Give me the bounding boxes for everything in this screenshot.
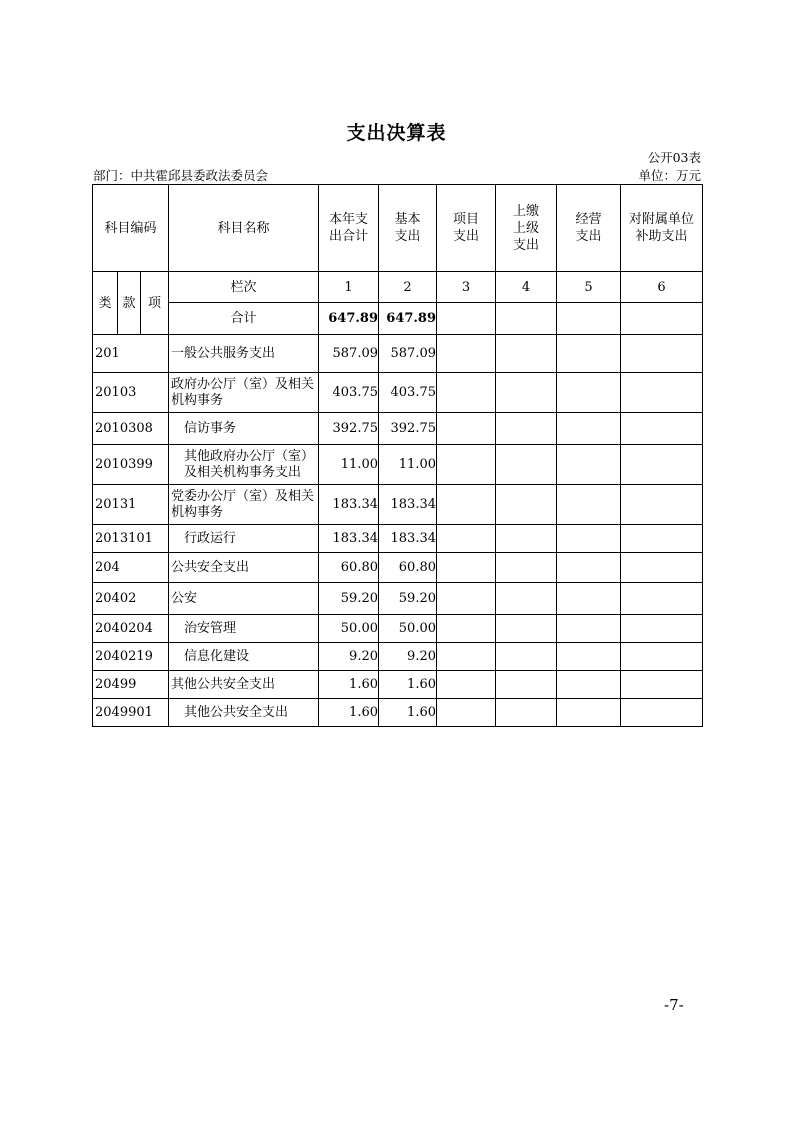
subject-name: 党委办公厅（室）及相关机构事务 xyxy=(169,485,319,525)
subject-code: 2010308 xyxy=(93,413,169,445)
project-amount xyxy=(437,413,496,445)
subject-name: 行政运行 xyxy=(169,525,319,553)
operating-amount xyxy=(557,485,621,525)
remit-amount xyxy=(496,335,557,373)
department-label: 部门：中共霍邱县委政法委员会 xyxy=(93,168,269,183)
subject-code: 201 xyxy=(93,335,169,373)
subsidy-amount xyxy=(621,643,703,671)
subsidy-amount xyxy=(621,553,703,583)
basic-amount: 1.60 xyxy=(379,671,437,699)
total-amount: 1.60 xyxy=(319,671,379,699)
subject-name: 其他公共安全支出 xyxy=(169,699,319,727)
subsidy-amount xyxy=(621,671,703,699)
subsidy-amount xyxy=(621,413,703,445)
total-amount: 60.80 xyxy=(319,553,379,583)
subsidy-amount xyxy=(621,615,703,643)
total-amount: 183.34 xyxy=(319,485,379,525)
col-number-1: 1 xyxy=(319,272,379,303)
header-project-line1: 项目 xyxy=(452,212,479,227)
header-operating-line1: 经营 xyxy=(575,212,602,227)
remit-amount xyxy=(496,583,557,615)
remit-amount xyxy=(496,643,557,671)
page-title: 支出决算表 xyxy=(346,122,447,144)
total-amount: 392.75 xyxy=(319,413,379,445)
project-amount xyxy=(437,643,496,671)
table-row xyxy=(93,335,703,373)
subject-name: 公安 xyxy=(169,583,319,615)
project-amount xyxy=(437,525,496,553)
total-amount: 587.09 xyxy=(319,335,379,373)
table-row xyxy=(93,373,703,413)
basic-amount: 11.00 xyxy=(379,445,437,485)
project-amount xyxy=(437,671,496,699)
col-number-6: 6 xyxy=(621,272,703,303)
subject-name: 其他政府办公厅（室）及相关机构事务支出 xyxy=(169,445,319,485)
table-row xyxy=(93,583,703,615)
remit-amount xyxy=(496,445,557,485)
subsidy-amount xyxy=(621,699,703,727)
header-total xyxy=(319,185,379,272)
operating-amount xyxy=(557,553,621,583)
header-row xyxy=(93,185,703,272)
col-number-4: 4 xyxy=(496,272,557,303)
project-amount xyxy=(437,583,496,615)
total-row xyxy=(93,303,703,335)
subject-name: 信息化建设 xyxy=(169,643,319,671)
project-amount xyxy=(437,699,496,727)
total-amount: 183.34 xyxy=(319,525,379,553)
table-row xyxy=(93,485,703,525)
table-row xyxy=(93,671,703,699)
total-amount: 50.00 xyxy=(319,615,379,643)
total-amount: 59.20 xyxy=(319,583,379,615)
subsidy-amount xyxy=(621,525,703,553)
basic-amount: 60.80 xyxy=(379,553,437,583)
operating-amount xyxy=(557,699,621,727)
operating-amount xyxy=(557,615,621,643)
header-subject-name: 科目名称 xyxy=(169,185,319,272)
subsidy-amount xyxy=(621,485,703,525)
header-basic-line2: 支出 xyxy=(394,229,421,244)
header-basic-line1: 基本 xyxy=(394,212,421,227)
header-operating-line2: 支出 xyxy=(575,229,602,244)
project-amount xyxy=(437,373,496,413)
header-project-line2: 支出 xyxy=(452,229,479,244)
col-number-5: 5 xyxy=(557,272,621,303)
header-subsidy-line1: 对附属单位 xyxy=(628,212,694,227)
total-operating xyxy=(557,303,621,335)
table-row xyxy=(93,615,703,643)
table-row xyxy=(93,699,703,727)
subject-code: 20131 xyxy=(93,485,169,525)
subject-code: 20499 xyxy=(93,671,169,699)
total-remit xyxy=(496,303,557,335)
basic-amount: 59.20 xyxy=(379,583,437,615)
total-amount: 1.60 xyxy=(319,699,379,727)
subject-name: 治安管理 xyxy=(169,615,319,643)
operating-amount xyxy=(557,445,621,485)
col-number-3: 3 xyxy=(437,272,496,303)
header-remit-line3: 支出 xyxy=(512,237,539,253)
project-amount xyxy=(437,445,496,485)
subject-code: 2040219 xyxy=(93,643,169,671)
remit-amount xyxy=(496,671,557,699)
header-remit-line1: 上缴 xyxy=(512,203,539,219)
operating-amount xyxy=(557,643,621,671)
subject-name: 政府办公厅（室）及相关机构事务 xyxy=(169,373,319,413)
operating-amount xyxy=(557,583,621,615)
basic-amount: 9.20 xyxy=(379,643,437,671)
basic-amount: 50.00 xyxy=(379,615,437,643)
total-amount: 403.75 xyxy=(319,373,379,413)
basic-amount: 587.09 xyxy=(379,335,437,373)
table-row xyxy=(93,525,703,553)
remit-amount xyxy=(496,553,557,583)
basic-amount: 183.34 xyxy=(379,485,437,525)
subject-code: 2013101 xyxy=(93,525,169,553)
header-subject-code: 科目编码 xyxy=(93,185,169,272)
project-amount xyxy=(437,335,496,373)
remit-amount xyxy=(496,485,557,525)
total-label: 合计 xyxy=(169,303,319,335)
data-rows xyxy=(93,335,703,727)
total-amount: 647.89 xyxy=(319,303,379,335)
table-row xyxy=(93,643,703,671)
header-total-line2: 出合计 xyxy=(328,229,368,244)
remit-amount xyxy=(496,615,557,643)
project-amount xyxy=(437,615,496,643)
subject-name: 其他公共安全支出 xyxy=(169,671,319,699)
table-row xyxy=(93,553,703,583)
subject-code: 204 xyxy=(93,553,169,583)
header-subsidy xyxy=(621,185,703,272)
header-xiang: 项 xyxy=(141,272,169,335)
total-subsidy xyxy=(621,303,703,335)
header-lanci: 栏次 xyxy=(169,272,319,303)
remit-amount xyxy=(496,413,557,445)
subject-code: 20103 xyxy=(93,373,169,413)
operating-amount xyxy=(557,373,621,413)
subsidy-amount xyxy=(621,335,703,373)
header-subsidy-line2: 补助支出 xyxy=(635,229,688,244)
expenditure-table xyxy=(92,184,703,727)
basic-amount: 183.34 xyxy=(379,525,437,553)
header-lei: 类 xyxy=(93,272,118,335)
basic-amount: 403.75 xyxy=(379,373,437,413)
project-amount xyxy=(437,553,496,583)
column-number-row xyxy=(93,272,703,303)
header-kuan: 款 xyxy=(118,272,141,335)
header-remit-line2: 上级 xyxy=(512,220,539,236)
operating-amount xyxy=(557,525,621,553)
form-number: 公开03表 xyxy=(647,150,701,165)
remit-amount xyxy=(496,373,557,413)
page-number: -7- xyxy=(664,996,684,1014)
header-remit xyxy=(496,185,557,272)
subsidy-amount xyxy=(621,373,703,413)
header-basic xyxy=(379,185,437,272)
project-amount xyxy=(437,485,496,525)
operating-amount xyxy=(557,671,621,699)
subject-name: 公共安全支出 xyxy=(169,553,319,583)
operating-amount xyxy=(557,413,621,445)
remit-amount xyxy=(496,525,557,553)
total-basic: 647.89 xyxy=(379,303,437,335)
operating-amount xyxy=(557,335,621,373)
basic-amount: 1.60 xyxy=(379,699,437,727)
subject-code: 2010399 xyxy=(93,445,169,485)
subject-code: 2049901 xyxy=(93,699,169,727)
total-amount: 11.00 xyxy=(319,445,379,485)
subsidy-amount xyxy=(621,445,703,485)
total-amount: 9.20 xyxy=(319,643,379,671)
header-total-line1: 本年支 xyxy=(328,212,368,227)
subject-code: 2040204 xyxy=(93,615,169,643)
subject-name: 信访事务 xyxy=(169,413,319,445)
subject-code: 20402 xyxy=(93,583,169,615)
header-project xyxy=(437,185,496,272)
table-row xyxy=(93,413,703,445)
subject-name: 一般公共服务支出 xyxy=(169,335,319,373)
total-project xyxy=(437,303,496,335)
subsidy-amount xyxy=(621,583,703,615)
col-number-2: 2 xyxy=(379,272,437,303)
table-row xyxy=(93,445,703,485)
basic-amount: 392.75 xyxy=(379,413,437,445)
remit-amount xyxy=(496,699,557,727)
unit-label: 单位：万元 xyxy=(638,168,701,183)
header-operating xyxy=(557,185,621,272)
